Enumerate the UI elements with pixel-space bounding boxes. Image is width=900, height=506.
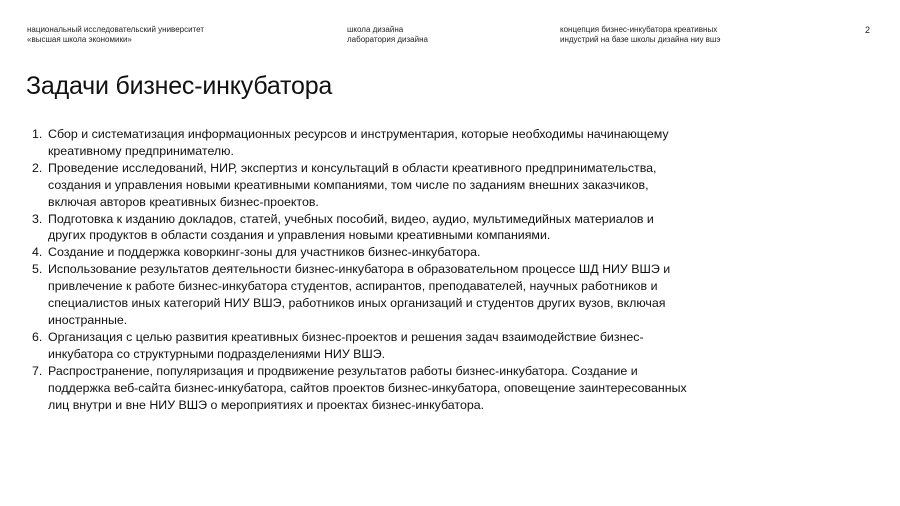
list-item-text: Организация с целью развития креативных бизнес-проектов и решения задач взаимодействие бизнес-инкубатора со структурными подразделениями НИУ ВШЭ. bbox=[48, 329, 644, 361]
page-number: 2 bbox=[864, 25, 870, 35]
header-concept-line2: индустрий на базе школы дизайна ниу вшэ bbox=[560, 35, 721, 44]
list-item-text: Распространение, популяризация и продвижение результатов работы бизнес-инкубатора. Создание и поддержка веб-сайта бизнес-инкубатора, сайтов проектов бизнес-инкубатора, оповещение заинтересованных лиц внутри и вне НИУ ВШЭ о мероприятиях и проектах бизнес-инкубатора. bbox=[48, 363, 687, 412]
list-item bbox=[32, 363, 692, 414]
list-item bbox=[32, 160, 692, 211]
list-item-number: 6. bbox=[32, 329, 43, 344]
header-university-line1: национальный исследовательский университет bbox=[27, 25, 204, 34]
list-item-text: Проведение исследований, НИР, экспертиз и консультаций в области креативного предпринимательства, создания и управления новыми креативными компаниями, том числе по заданиям внешних заказчиков, включая авторов креативных бизнес-проектов. bbox=[48, 160, 657, 209]
list-item bbox=[32, 244, 692, 261]
list-item-text: Создание и поддержка коворкинг-зоны для участников бизнес-инкубатора. bbox=[48, 245, 481, 260]
list-item-text: Использование результатов деятельности бизнес-инкубатора в образовательном процессе ШД НИУ ВШЭ и привлечение к работе бизнес-инкубатора студентов, аспирантов, преподавателей, научных работников и специалистов иных категорий НИУ ВШЭ, работников иных организаций и студентов других вузов, включая иностранные. bbox=[48, 262, 671, 327]
list-item bbox=[32, 126, 692, 160]
list-item-number: 4. bbox=[32, 245, 43, 260]
page-title: Задачи бизнес-инкубатора bbox=[26, 72, 333, 100]
list-item bbox=[32, 261, 692, 329]
list-item-number: 3. bbox=[32, 211, 43, 226]
list-item-text: Подготовка к изданию докладов, статей, учебных пособий, видео, аудио, мультимедийных материалов и других продуктов в области создания и управления новыми креативными компаниями. bbox=[48, 211, 654, 243]
header-concept bbox=[560, 25, 720, 45]
header-school-line2: лаборатория дизайна bbox=[347, 35, 428, 44]
header-concept-line1: концепция бизнес-инкубатора креативных bbox=[560, 25, 718, 34]
list-item-number: 1. bbox=[32, 127, 43, 141]
list-item-number: 2. bbox=[32, 160, 43, 175]
list-item-text: Сбор и систематизация информационных ресурсов и инструментария, которые необходимы начинающему креативному предпринимателю. bbox=[48, 127, 669, 158]
header-university-line2: «высшая школа экономики» bbox=[27, 35, 132, 44]
header-university bbox=[27, 25, 204, 45]
list-item-number: 5. bbox=[32, 262, 43, 277]
header-school bbox=[347, 25, 428, 45]
header-school-line1: школа дизайна bbox=[347, 25, 404, 34]
list-item bbox=[32, 211, 692, 245]
list-item-number: 7. bbox=[32, 363, 43, 378]
list-item bbox=[32, 329, 692, 363]
task-list bbox=[32, 126, 692, 413]
